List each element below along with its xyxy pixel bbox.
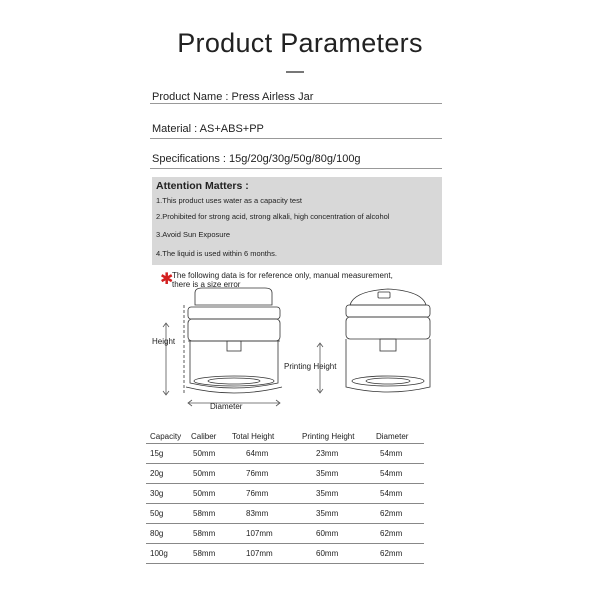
title-divider	[286, 71, 304, 73]
table-row	[146, 444, 424, 464]
product-name-underline	[150, 103, 442, 104]
table-cell: 30g	[146, 484, 191, 504]
attention-box	[152, 177, 442, 265]
table-row	[146, 504, 424, 524]
printing-height-label: Printing Height	[284, 362, 337, 371]
table-cell: 50g	[146, 504, 191, 524]
table-row	[146, 484, 424, 504]
table-cell: 54mm	[376, 484, 424, 504]
table-cell: 83mm	[232, 504, 302, 524]
attention-item: 4.The liquid is used within 6 months.	[156, 249, 277, 258]
column-header: Caliber	[191, 431, 232, 444]
table-row	[146, 524, 424, 544]
reference-note-line: there is a size error	[172, 280, 241, 289]
table-cell: 50mm	[191, 444, 232, 464]
table-cell: 76mm	[232, 484, 302, 504]
diameter-label: Diameter	[210, 402, 243, 411]
column-header: Diameter	[376, 431, 424, 444]
table-cell: 62mm	[376, 504, 424, 524]
table-cell: 80g	[146, 524, 191, 544]
table-cell: 50mm	[191, 484, 232, 504]
specifications-underline	[150, 168, 442, 169]
table-cell: 54mm	[376, 444, 424, 464]
attention-item: 3.Avoid Sun Exposure	[156, 230, 231, 239]
material: Material : AS+ABS+PP	[152, 123, 264, 135]
height-label: Height	[152, 337, 176, 346]
table-row	[146, 464, 424, 484]
table-cell: 58mm	[191, 544, 232, 564]
column-header: Printing Height	[302, 431, 376, 444]
jar-left-drawing	[163, 288, 282, 406]
table-cell: 35mm	[302, 484, 376, 504]
table-cell: 58mm	[191, 504, 232, 524]
table-cell: 54mm	[376, 464, 424, 484]
attention-item: 1.This product uses water as a capacity test	[156, 196, 302, 205]
table-cell: 107mm	[232, 524, 302, 544]
specifications: Specifications : 15g/20g/30g/50g/80g/100g	[152, 153, 361, 165]
table-cell: 76mm	[232, 464, 302, 484]
table-cell: 60mm	[302, 524, 376, 544]
asterisk-icon: ✱	[160, 271, 174, 288]
table-cell: 35mm	[302, 504, 376, 524]
page-title: Product Parameters	[177, 28, 423, 58]
reference-note-line: The following data is for reference only, manual measurement,	[172, 271, 393, 280]
table-cell: 58mm	[191, 524, 232, 544]
table-cell: 62mm	[376, 524, 424, 544]
column-header: Total Height	[232, 431, 302, 444]
material-underline	[150, 138, 442, 139]
table-cell: 23mm	[302, 444, 376, 464]
jar-drawings	[140, 283, 450, 423]
table-row	[146, 544, 424, 564]
table-cell: 100g	[146, 544, 191, 564]
column-header: Capacity	[146, 431, 191, 444]
product-name: Product Name : Press Airless Jar	[152, 91, 314, 103]
table-cell: 64mm	[232, 444, 302, 464]
table-cell: 60mm	[302, 544, 376, 564]
table-cell: 107mm	[232, 544, 302, 564]
attention-item: 2.Prohibited for strong acid, strong alkali, high concentration of alcohol	[156, 212, 390, 221]
table-cell: 20g	[146, 464, 191, 484]
table-cell: 50mm	[191, 464, 232, 484]
table-cell: 62mm	[376, 544, 424, 564]
jar-right-drawing	[317, 289, 430, 393]
dimension-diagram	[140, 283, 450, 423]
attention-title: Attention Matters :	[156, 180, 249, 192]
table-cell: 15g	[146, 444, 191, 464]
table-cell: 35mm	[302, 464, 376, 484]
specifications-table	[146, 431, 424, 564]
